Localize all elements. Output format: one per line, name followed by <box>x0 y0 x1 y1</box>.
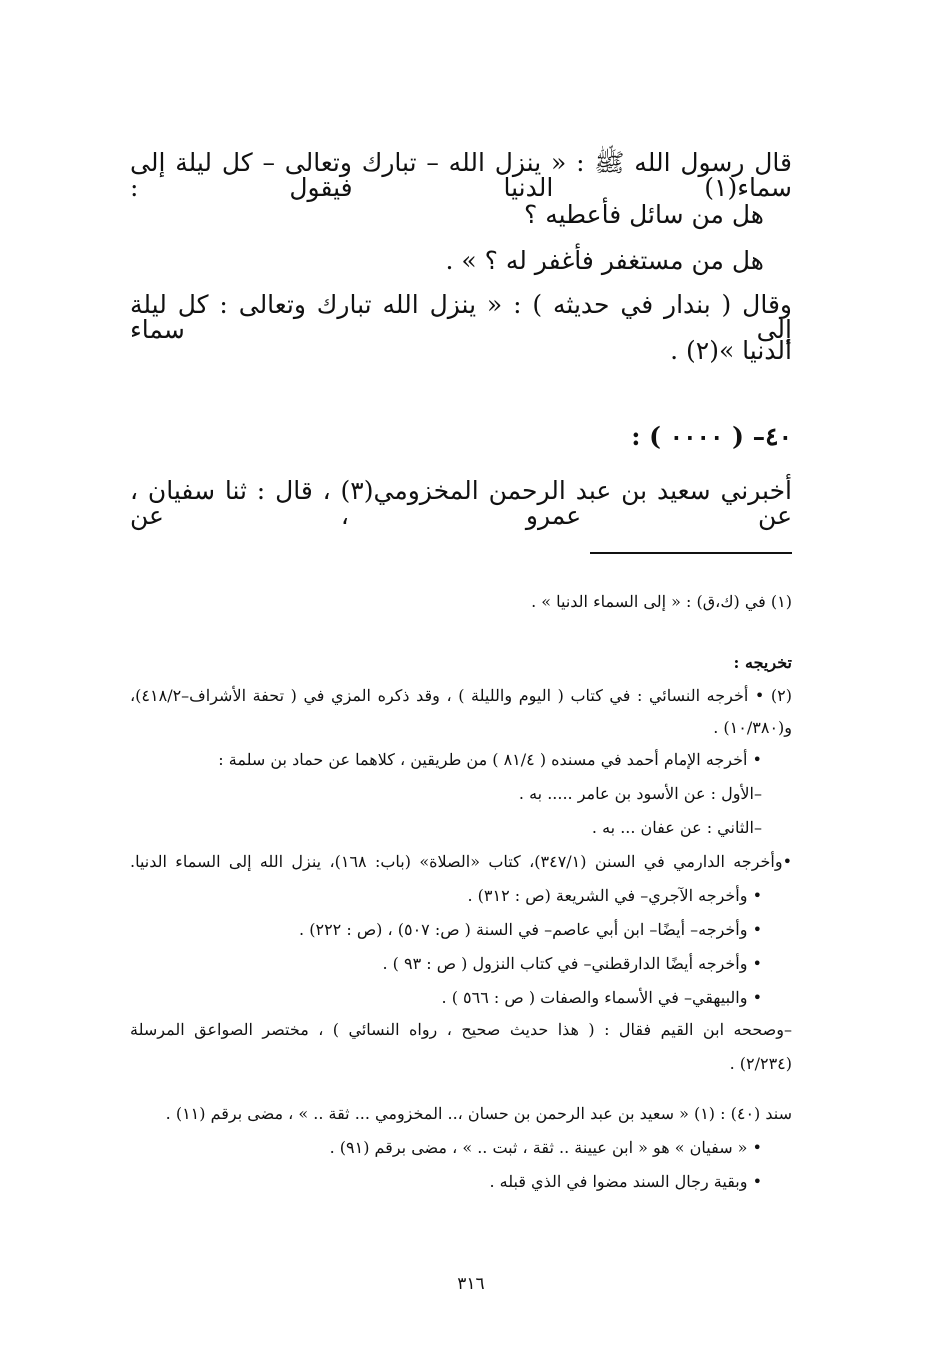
footnote-2-line-4: –الأول : عن الأسود بن عامر ..... به . <box>518 784 762 803</box>
isnad-line: أخبرني سعيد بن عبد الرحمن المخزومي(٣) ، قال : ثنا سفيان ، عن عمرو ، عن <box>130 476 792 530</box>
takhrij-title: تخريجه : <box>733 653 792 672</box>
page-number: ٣١٦ <box>457 1274 485 1294</box>
footnote-separator <box>590 552 792 554</box>
footnote-2-line-3: • أخرجه الإمام أحمد في مسنده ( ٨١/٤ ) من طريقين ، كلاهما عن حماد بن سلمة : <box>218 750 762 769</box>
footnote-2-line-2: و(١٠/٣٨٠) . <box>713 718 792 737</box>
footnote-2-line-7: • وأخرجه الآجري– في الشريعة (ص : ٣١٢) . <box>467 886 762 905</box>
footnote-2-line-10: • والبيهقي– في الأسماء والصفات ( ص : ٥٦٦ ) . <box>441 988 762 1007</box>
sanad-note-line-3: • وبقية رجال السند مضوا في الذي قبله . <box>489 1172 762 1191</box>
hadith-line-5: الدنيا »(٢) . <box>670 336 792 365</box>
footnote-2-line-8: • وأخرجه– أيضًا– ابن أبي عاصم– في السنة ( ص: ٥٠٧) ، (ص : ٢٢٢) . <box>299 920 762 939</box>
footnote-2-line-5: –الثاني : عن عفان ... به . <box>591 818 762 837</box>
hadith-line-3: هل من مستغفر فأغفر له ؟ » . <box>445 246 764 275</box>
footnote-2-line-12: (٢/٢٣٤) . <box>729 1054 792 1073</box>
footnote-2-line-9: • وأخرجه أيضًا الدارقطني– في كتاب النزول ( ص : ٩٣ ) . <box>382 954 762 973</box>
footnote-1: (١) في (ك،ق) : « إلى السماء الدنيا » . <box>531 592 792 611</box>
sanad-note-line-1: سند (٤٠) : (١) « سعيد بن عبد الرحمن بن حسان ،.. المخزومي ... ثقة .. » ، مضى برقم (١١) . <box>165 1104 792 1123</box>
footnote-2-line-1: (٢) • أخرجه النسائي : في كتاب ( اليوم والليلة ) ، وقد ذكره المزي في ( تحفة الأشراف–٤١٨/٢)، <box>130 686 792 705</box>
hadith-line-2: هل من سائل فأعطيه ؟ <box>524 200 764 229</box>
sanad-note-line-2: • « سفيان » هو « ابن عيينة .. ثقة ، ثبت .. » ، مضى برقم (٩١) . <box>329 1138 762 1157</box>
footnote-2-line-11: –وصححه ابن القيم فقال : ( هذا حديث صحيح ، رواه النسائي ) ، مختصر الصواعق المرسلة <box>130 1020 792 1039</box>
hadith-number-heading: ٤٠– ( ٠٠٠٠ ) : <box>631 422 792 451</box>
hadith-line-1: قال رسول الله ﷺ : « ينزل الله – تبارك وتعالى – كل ليلة إلى سماء(١) الدنيا فيقول : <box>130 148 792 202</box>
footnote-2-line-6: •وأخرجه الدارمي في السنن (٣٤٧/١)، كتاب «الصلاة» (باب: ١٦٨)، ينزل الله إلى السماء الدنيا. <box>130 852 793 871</box>
hadith-line-4: وقال ( بندار في حديثه ) : « ينزل الله تبارك وتعالى : كل ليلة إلى سماء <box>130 290 792 344</box>
